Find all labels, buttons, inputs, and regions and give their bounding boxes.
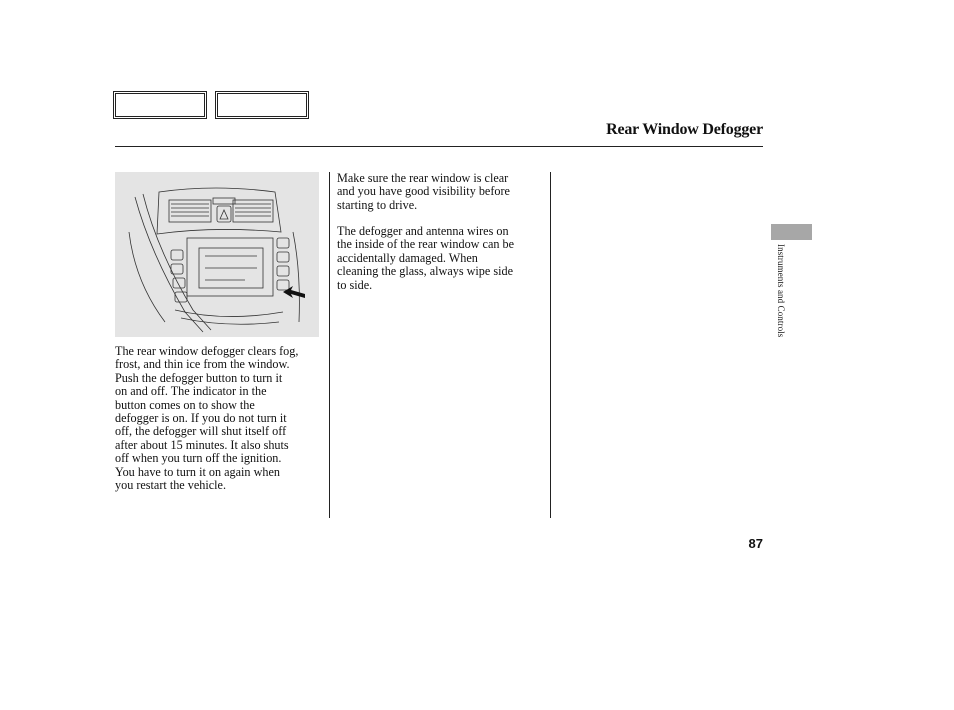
section-tab[interactable]: [771, 224, 812, 240]
defogger-dashboard-illustration: [115, 172, 319, 337]
column-divider: [329, 172, 330, 518]
page-number: 87: [748, 536, 763, 551]
dashboard-illustration-icon: [115, 172, 319, 337]
nav-button-prev[interactable]: [115, 93, 205, 117]
section-label: Instruments and Controls: [776, 244, 786, 338]
header-rule: [115, 146, 763, 147]
nav-button-next[interactable]: [217, 93, 307, 117]
defogger-description: The rear window defogger clears fog, frost, and thin ice from the window. Push the defogger button to turn it on and off. The indicator in the button comes on to show the defogger is on. If you do not turn it off, the defogger will shut itself off after about 15 minutes. It also shuts off when you turn off the ignition. You have to turn it on again when you restart the vehicle.: [115, 344, 299, 493]
visibility-note: Make sure the rear window is clear and you have good visibility before starting to drive.: [337, 171, 510, 212]
page-title: Rear Window Defogger: [606, 121, 763, 138]
column-divider: [550, 172, 551, 518]
wire-damage-caution: The defogger and antenna wires on the inside of the rear window can be accidentally damaged. When cleaning the glass, always wipe side to side.: [337, 224, 514, 292]
